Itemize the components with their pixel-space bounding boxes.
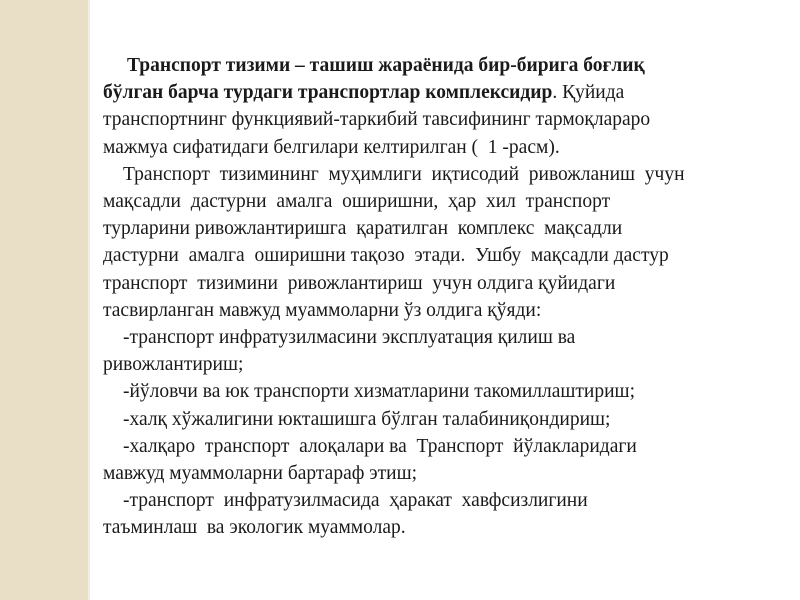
- list-item-1-line-2: ривожлантириш;: [103, 354, 244, 376]
- development-line-2: мақсадли дастурни амалга оширишни, ҳар хил транспорт: [103, 191, 611, 213]
- list-item-3: -халқ хўжалигини юкташишга бўлган талабиниқондириш;: [123, 408, 611, 430]
- development-line-1: Транспорт тизимининг муҳимлиги иқтисодий ривожланиш учун: [123, 163, 685, 185]
- development-line-4: дастурни амалга оширишни тақозо этади. Ушбу мақсадли дастур: [103, 245, 669, 267]
- development-line-5: транспорт тизимини ривожлантириш учун олдига қуйидаги: [103, 272, 616, 294]
- development-line-3: турларини ривожлантиришга қаратилган комплекс мақсадли: [103, 218, 623, 240]
- list-item-5-line-2: таъминлаш ва экологик муаммолар.: [103, 517, 406, 539]
- list-item-2: -йўловчи ва юк транспорти хизматларини такомиллаштириш;: [123, 381, 635, 403]
- list-item-4-line-2: мавжуд муаммоларни бартараф этиш;: [103, 463, 417, 485]
- side-stripe-edge: [88, 0, 90, 600]
- intro-line-3: транспортнинг функциявий-таркибий тавсифининг тармоқлараро: [103, 109, 651, 131]
- intro-definition-bold-2: бўлган барча турдаги транспортлар комплексидир: [103, 82, 553, 104]
- slide-body-text: [103, 52, 775, 542]
- intro-line-2: [103, 79, 775, 106]
- intro-line-1: [103, 52, 775, 79]
- development-line-6: тасвирланган мавжуд муаммоларни ўз олдига қўяди:: [103, 299, 542, 321]
- list-item-5-line-1: -транспорт инфратузилмасида ҳаракат хавфсизлигини: [123, 490, 588, 512]
- intro-line-2-rest: . Қуйида: [552, 82, 625, 104]
- list-item-4-line-1: -халқаро транспорт алоқалари ва Транспорт йўлакларидаги: [123, 435, 637, 457]
- intro-definition-bold-1: Транспорт тизими – ташиш жараёнида бир-бирига боғлиқ: [127, 55, 645, 76]
- intro-line-4: мажмуа сифатидаги белгилари келтирилган ( 1 -расм).: [103, 136, 560, 158]
- decorative-side-stripe: [0, 0, 88, 600]
- list-item-1-line-1: -транспорт инфратузилмасини эксплуатация қилиш ва: [123, 327, 576, 349]
